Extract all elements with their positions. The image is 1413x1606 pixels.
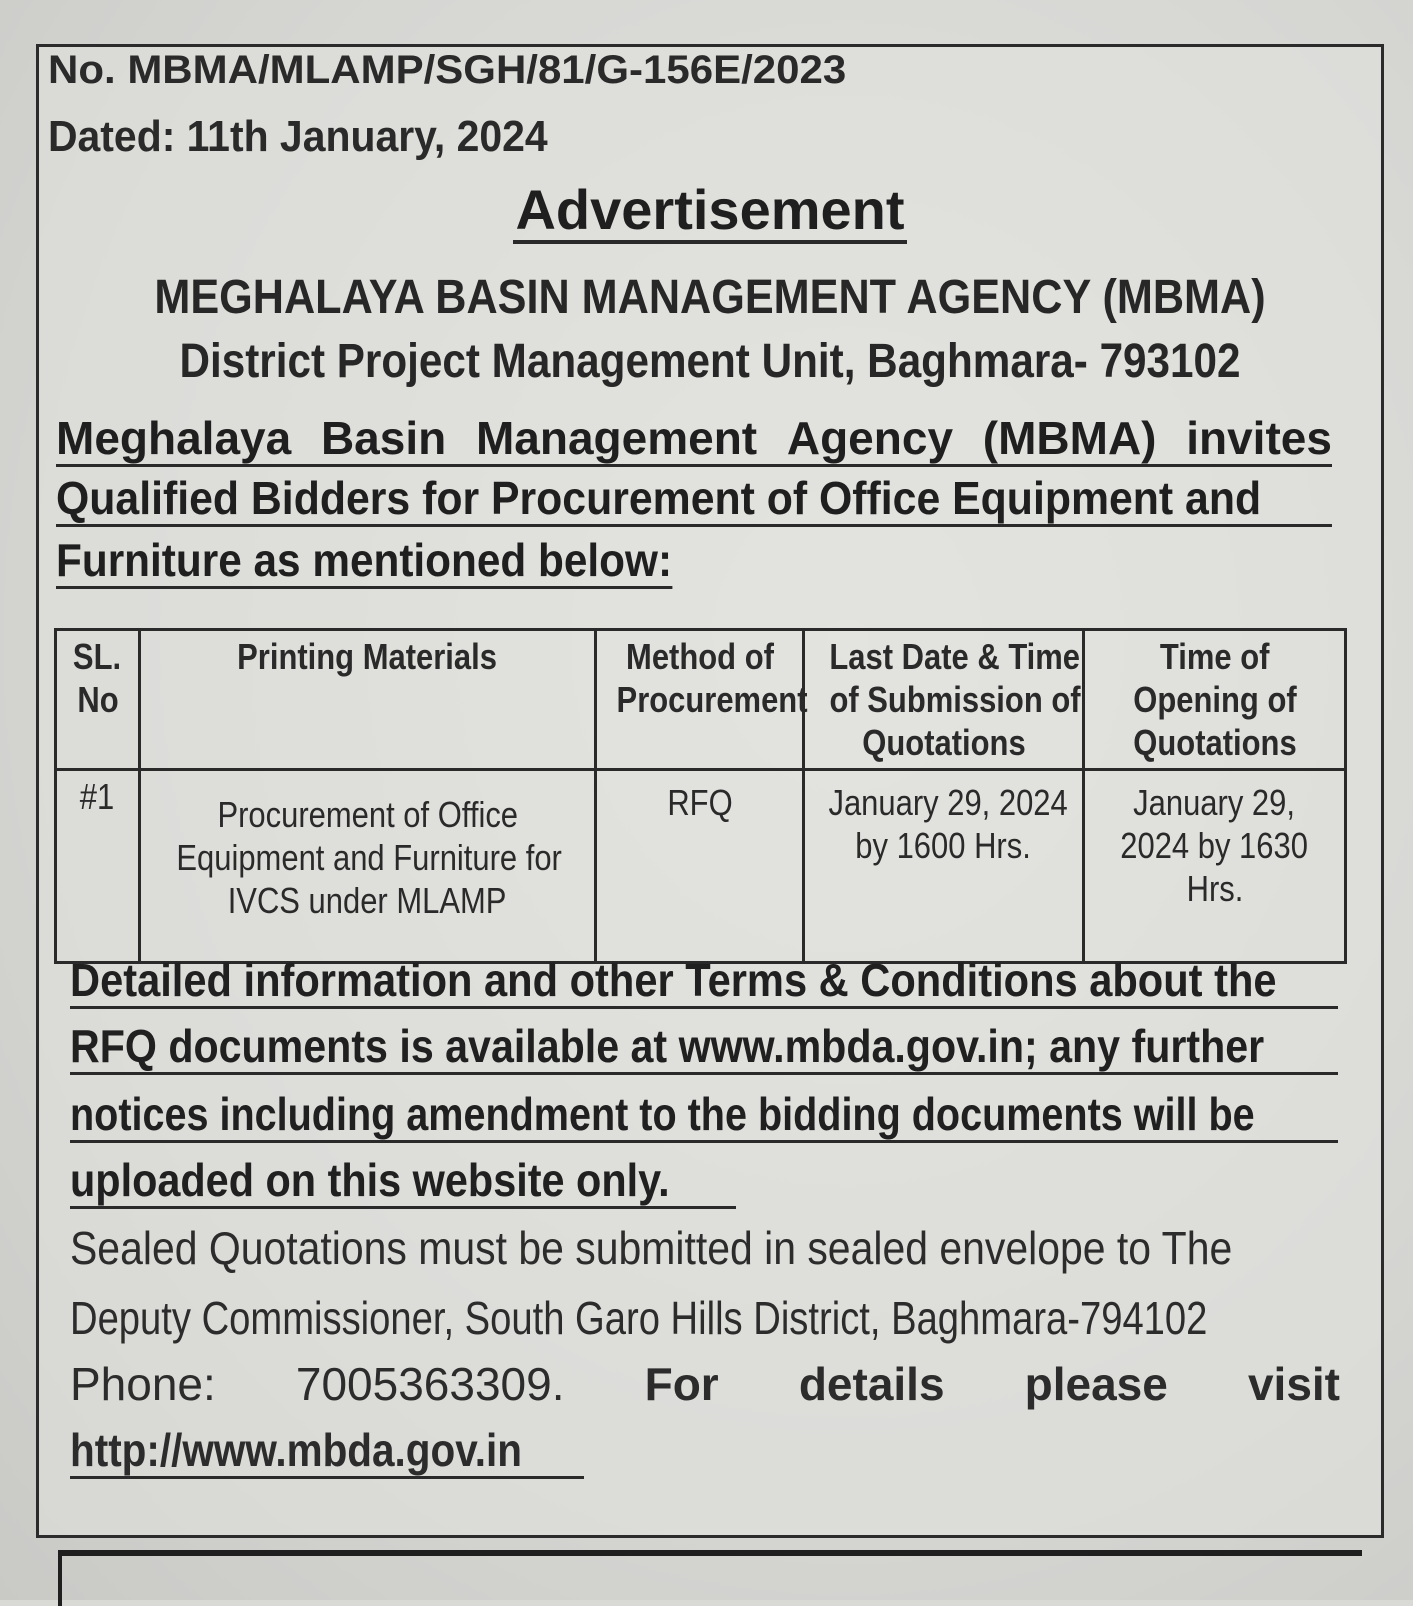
header-sl-no: SL. No [56, 630, 140, 770]
advertisement-title: Advertisement [513, 180, 906, 244]
cell-materials: Procurement of Office Equipment and Furniture for IVCS under MLAMP [140, 770, 596, 963]
submission-line-3 [70, 1358, 1340, 1410]
submission-line-2: Deputy Commissioner, South Garo Hills District, Baghmara-794102 [70, 1292, 1208, 1344]
reference-number: No. MBMA/MLAMP/SGH/81/G-156E/2023 [48, 48, 847, 92]
submission-line-1: Sealed Quotations must be submitted in sealed envelope to The [70, 1222, 1233, 1274]
header-opening-time: Time of Opening of Quotations [1084, 630, 1346, 770]
intro-line-3 [56, 534, 1356, 589]
header-last-date: Last Date & Time of Submission of Quotations [804, 630, 1084, 770]
intro-word: Basin [320, 412, 447, 464]
table-row [56, 770, 1346, 963]
project-unit: District Project Management Unit, Baghmara- 793102 [179, 335, 1241, 388]
date-line: Dated: 11th January, 2024 [48, 112, 548, 161]
submission-word: visit [1247, 1358, 1340, 1410]
submission-word: please [1024, 1358, 1168, 1410]
intro-word: Agency [786, 412, 954, 464]
phone-label: Phone: [70, 1358, 216, 1410]
next-advertisement-border [58, 1550, 1362, 1606]
details-line-4: uploaded on this website only. [70, 1154, 736, 1209]
agency-name: MEGHALAYA BASIN MANAGEMENT AGENCY (MBMA) [154, 271, 1266, 324]
details-line-1: Detailed information and other Terms & Conditions about the [70, 954, 1338, 1009]
header-method: Method of Procurement [596, 630, 804, 770]
cell-method: RFQ [596, 770, 804, 963]
table-header-row [56, 630, 1346, 770]
title-row [36, 180, 1384, 244]
intro-word: Meghalaya [56, 412, 292, 464]
website-link[interactable]: http://www.mbda.gov.in [70, 1424, 584, 1479]
details-line-2: RFQ documents is available at www.mbda.gov.in; any further [70, 1020, 1338, 1075]
intro-line-2: Qualified Bidders for Procurement of Office Equipment and [56, 472, 1332, 527]
intro-line-1 [56, 412, 1332, 467]
intro-line-3-text: Furniture as mentioned below: [56, 534, 672, 589]
intro-word: Management [475, 412, 758, 464]
cell-last-date: January 29, 2024 by 1600 Hrs. [804, 770, 1084, 963]
cell-opening-time: January 29, 2024 by 1630 Hrs. [1084, 770, 1346, 963]
header-printing-materials: Printing Materials [140, 630, 596, 770]
submission-word: For [644, 1358, 719, 1410]
submission-word: details [798, 1358, 945, 1410]
details-line-3: notices including amendment to the bidding documents will be [70, 1088, 1338, 1143]
tender-table [54, 628, 1347, 964]
intro-word: invites [1186, 412, 1332, 464]
cell-sl: #1 [56, 770, 140, 963]
intro-word: (MBMA) [982, 412, 1157, 464]
phone-number: 7005363309. [295, 1358, 565, 1410]
